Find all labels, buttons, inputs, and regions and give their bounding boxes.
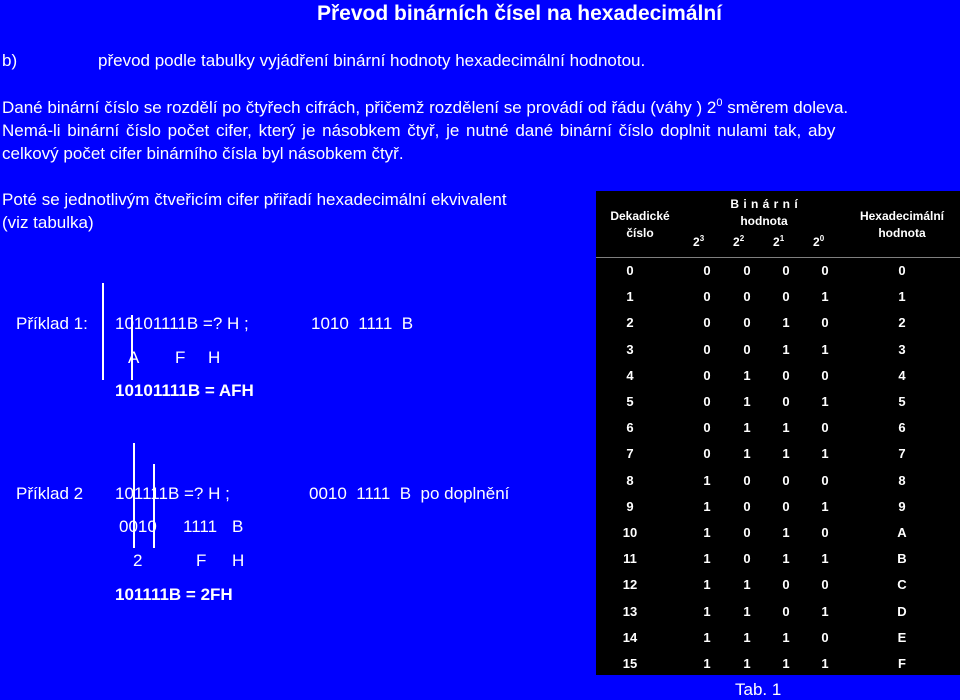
bit-cell: 1 [782, 525, 790, 540]
bit-cell: 0 [743, 289, 751, 305]
decimal-cell: 6 [626, 420, 634, 436]
bit-cell: 0 [782, 263, 790, 278]
bit-cell: 0 [703, 341, 711, 357]
hex-cell: 9 [898, 498, 906, 514]
paragraph-1-line-3: celkový počet cifer binárního čísla byl násobkem čtyř. [2, 144, 404, 163]
bit-cell: 1 [743, 367, 751, 383]
example-2-result: 101111B = 2FH [115, 585, 233, 604]
decimal-cell: 12 [622, 577, 638, 593]
bit-cell: 1 [743, 629, 751, 645]
bit-cell: 0 [703, 394, 711, 409]
bit-cell: 0 [821, 367, 829, 383]
bit-cell: 1 [782, 656, 790, 671]
example-2-hex-digit: H [232, 551, 245, 570]
decimal-cell: 7 [626, 446, 634, 462]
example-2-hex-digit: 2 [133, 551, 143, 570]
hex-cell: 3 [898, 341, 906, 357]
bit-cell: 0 [743, 551, 751, 567]
bit-cell: 0 [821, 263, 829, 278]
bit-cell: 0 [821, 472, 829, 488]
header-binary: B i n á r n í hodnota [730, 197, 798, 228]
bit-cell: 0 [782, 394, 790, 409]
weight-label: $2^2$ [733, 234, 745, 249]
paragraph-2-line-1: Poté se jednotlivým čtveřicím cifer přiřadí hexadecimální ekvivalent [2, 190, 507, 209]
bit-cell: 0 [743, 315, 751, 331]
section-heading: převod podle tabulky vyjádření binární hodnoty hexadecimální hodnotou. [98, 51, 646, 70]
decimal-cell: 1 [626, 289, 634, 305]
bit-cell: 0 [743, 472, 751, 488]
hex-cell: C [897, 577, 907, 593]
page-title: Převod binárních čísel na hexadecimální [317, 2, 722, 25]
decimal-cell: 5 [626, 394, 634, 409]
example-2-question: 101111B =? H ; [115, 484, 230, 503]
hex-cell: 4 [898, 367, 906, 383]
example-1-hex-digit: F [175, 348, 186, 367]
hex-cell: 8 [898, 472, 906, 488]
bit-cell: 0 [703, 420, 711, 436]
hex-cell: 5 [898, 394, 906, 409]
bit-cell: 1 [821, 603, 829, 619]
bit-cell: 1 [743, 656, 751, 671]
bit-cell: 1 [703, 498, 711, 514]
example-1-label: Příklad 1: [16, 314, 88, 333]
bit-cell: 1 [703, 629, 711, 645]
bit-cell: 0 [821, 577, 829, 593]
header-hex: Hexadecimální hodnota [859, 209, 945, 240]
bit-cell: 1 [821, 289, 829, 305]
decimal-cell: 10 [622, 525, 638, 540]
decimal-cell: 9 [626, 498, 634, 514]
hex-cell: B [897, 551, 907, 567]
decimal-cell: 4 [626, 367, 634, 383]
bit-cell: 1 [743, 446, 751, 462]
bit-cell: 1 [782, 551, 790, 567]
bit-cell: 1 [703, 551, 711, 567]
example-1-question: 10101111B =? H ; [115, 314, 249, 333]
paragraph-1-line-2: Nemá-li binární číslo počet cifer, který je násobkem čtyř, je nutné dané binární číslo doplnit nulami tak, aby [2, 121, 836, 140]
example-1-result: 10101111B = AFH [115, 381, 254, 400]
bit-cell: 1 [782, 629, 790, 645]
divider-line [102, 283, 104, 380]
bit-cell: 1 [782, 315, 790, 331]
bit-cell: 1 [782, 420, 790, 436]
bit-cell: 1 [821, 446, 829, 462]
bit-cell: 1 [703, 577, 711, 593]
weight-label: $2^3$ [693, 234, 705, 249]
bit-cell: 0 [782, 603, 790, 619]
example-1-groups: 1010 1111 B [311, 314, 414, 333]
weight-label: $2^1$ [773, 234, 785, 249]
bit-cell: 0 [703, 315, 711, 331]
bit-cell: 1 [703, 472, 711, 488]
example-2-padded: 1111 [183, 517, 218, 536]
bit-cell: 0 [821, 629, 829, 645]
bit-cell: 0 [703, 446, 711, 462]
bit-cell: 0 [782, 289, 790, 305]
example-2-groups: 0010 1111 B po doplnění [309, 484, 510, 503]
decimal-cell: 8 [626, 472, 634, 488]
bit-cell: 0 [743, 498, 751, 514]
paragraph-2-line-2: (viz tabulka) [2, 213, 94, 232]
example-1-hex-digit: H [208, 348, 221, 367]
bit-cell: 1 [703, 603, 711, 619]
bit-cell: 1 [782, 341, 790, 357]
decimal-cell: 15 [622, 656, 638, 671]
bit-cell: 0 [743, 525, 751, 540]
weight-label: $2^0$ [813, 234, 825, 249]
bit-cell: 0 [782, 367, 790, 383]
bit-cell: 0 [782, 498, 790, 514]
bit-cell: 0 [703, 289, 711, 305]
bit-cell: 0 [743, 263, 751, 278]
bit-cell: 1 [703, 656, 711, 671]
bit-cell: 0 [703, 367, 711, 383]
bit-cell: 0 [821, 315, 829, 331]
bit-cell: 1 [821, 394, 829, 409]
hex-cell: 2 [898, 315, 906, 331]
hex-cell: A [897, 525, 907, 540]
bit-cell: 0 [743, 341, 751, 357]
bit-cell: 0 [782, 577, 790, 593]
decimal-cell: 13 [622, 603, 638, 619]
example-2-padded: B [232, 517, 244, 536]
header-weights [684, 234, 844, 252]
bit-cell: 0 [782, 472, 790, 488]
bit-cell: 0 [821, 525, 829, 540]
example-2-label: Příklad 2 [16, 484, 84, 503]
bit-cell: 1 [821, 656, 829, 671]
bit-cell: 1 [782, 446, 790, 462]
paragraph-1 [2, 96, 848, 165]
hex-cell: D [897, 603, 907, 619]
bit-cell: 1 [821, 341, 829, 357]
example-1-hex-digit: A [128, 348, 140, 367]
hex-cell: E [897, 629, 907, 645]
hex-cell: F [898, 656, 906, 671]
hex-cell: 6 [898, 420, 906, 436]
paragraph-1-line-1: Dané binární číslo se rozdělí po čtyřech cifrách, přičemž rozdělení se provádí od řádu (váhy ) $2^0$ směrem doleva. [2, 97, 849, 117]
bit-cell: 1 [703, 525, 711, 540]
decimal-cell: 14 [622, 629, 638, 645]
decimal-cell: 2 [626, 315, 634, 331]
example-2-hex-digit: F [196, 551, 207, 570]
bit-cell: 1 [821, 551, 829, 567]
example-2-padded: 0010 [119, 517, 157, 536]
bit-cell: 1 [743, 603, 751, 619]
hex-cell: 0 [898, 263, 906, 278]
bit-cell: 1 [821, 498, 829, 514]
bit-cell: 1 [743, 577, 751, 593]
conversion-table [596, 191, 960, 675]
bit-cell: 1 [743, 394, 751, 409]
decimal-cell: 11 [623, 551, 637, 567]
hex-cell: 7 [898, 446, 906, 462]
table-caption: Tab. 1 [735, 680, 782, 699]
decimal-cell: 0 [626, 263, 634, 278]
paragraph-2 [2, 188, 507, 234]
bit-cell: 0 [703, 263, 711, 278]
hex-cell: 1 [898, 289, 906, 305]
bit-cell: 0 [821, 420, 829, 436]
section-letter: b) [2, 51, 18, 70]
exponent: 0 [716, 97, 723, 109]
header-decimal: Dekadické číslo [610, 209, 670, 240]
header-separator [596, 257, 960, 258]
decimal-cell: 3 [626, 341, 634, 357]
bit-cell: 1 [743, 420, 751, 436]
